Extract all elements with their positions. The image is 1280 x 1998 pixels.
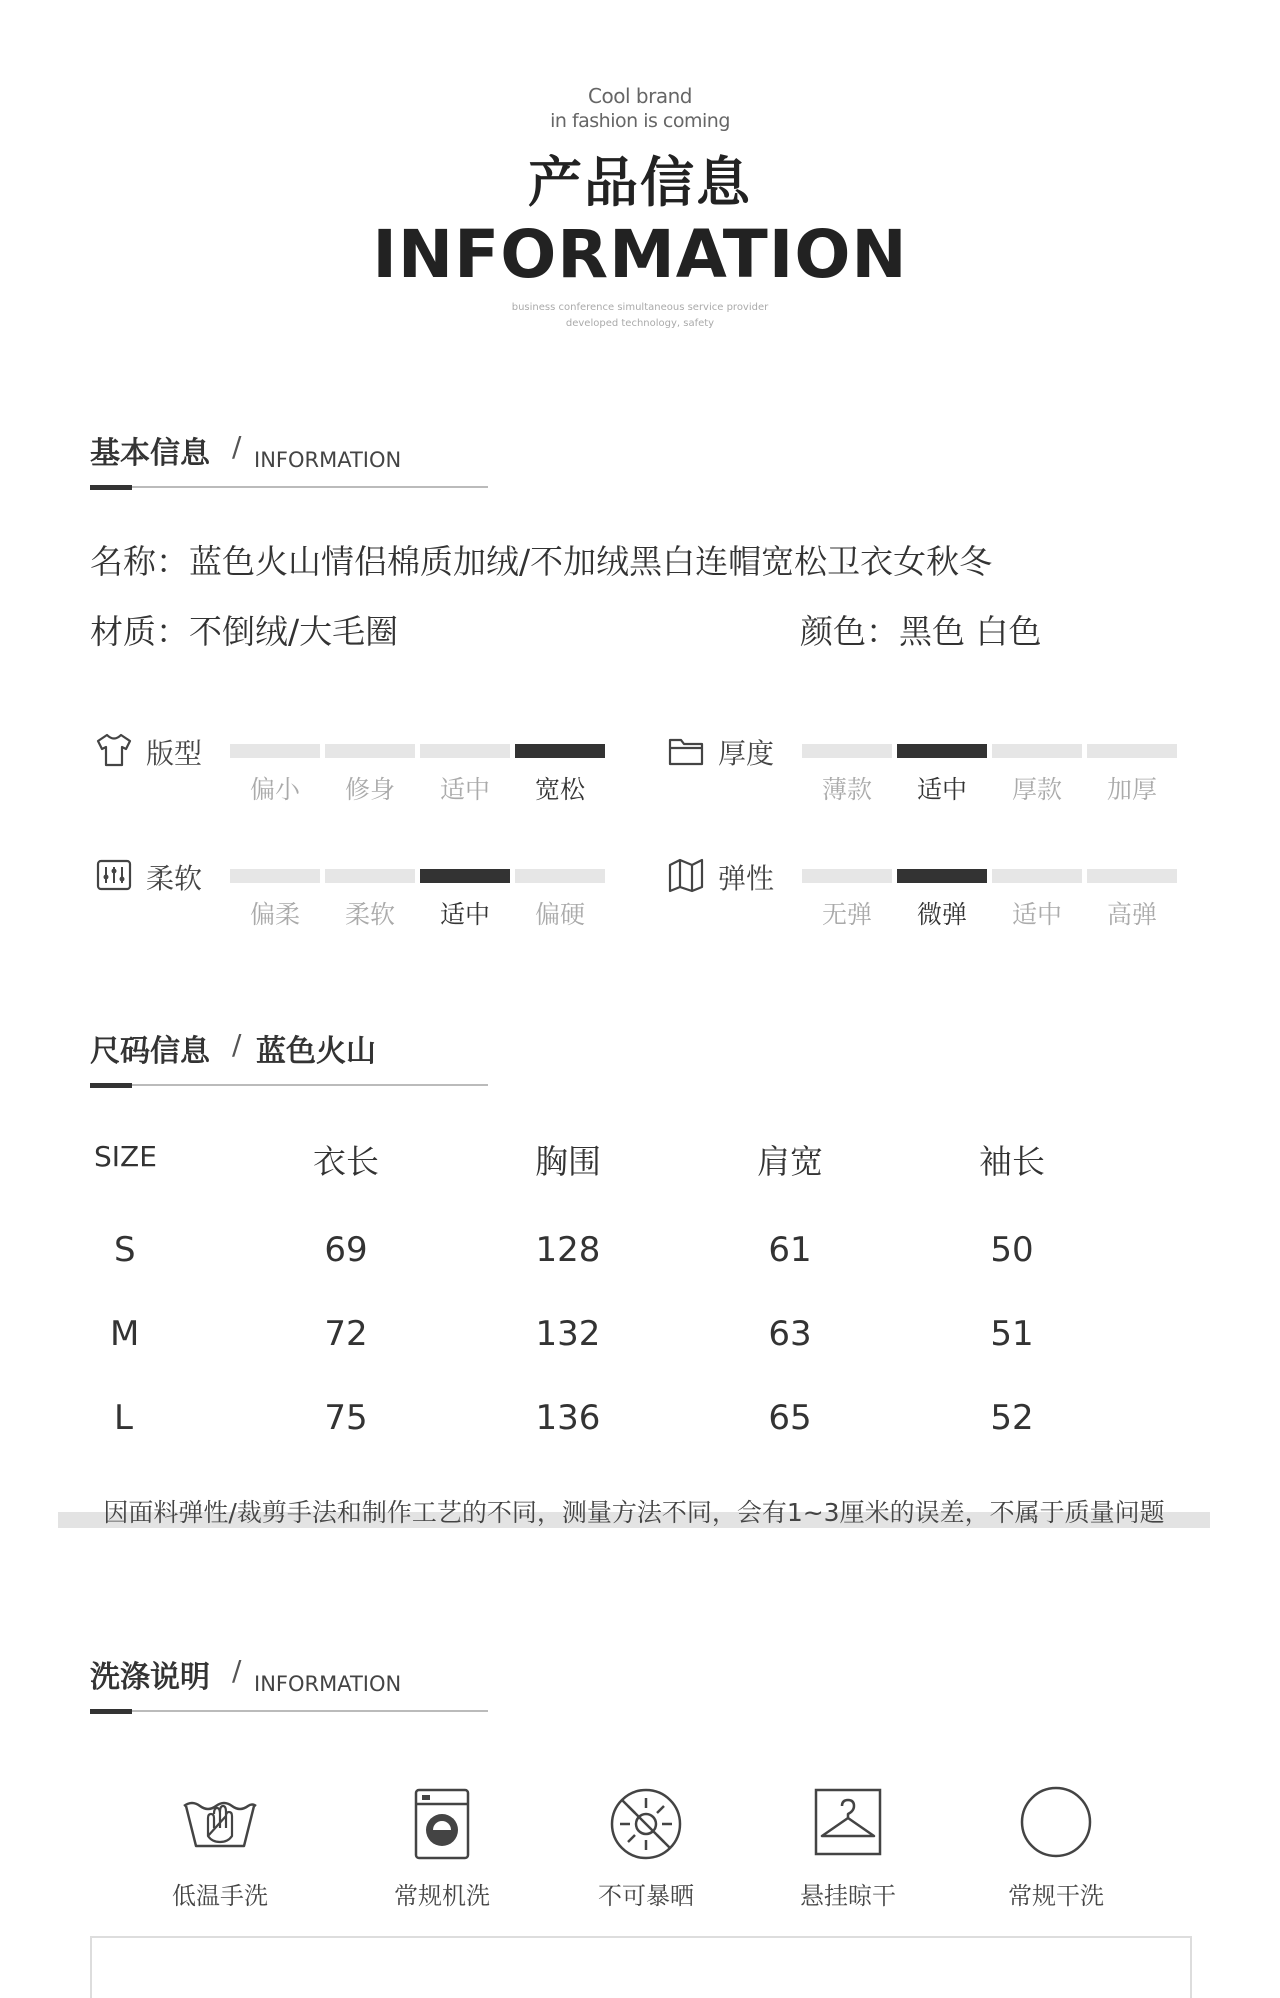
table-cell: 61 (768, 1230, 812, 1270)
hang-dry-icon (808, 1784, 888, 1864)
attr-fit (94, 730, 614, 810)
tagline-2: developed technology, safety (565, 318, 715, 329)
page-title-cn: 产品信息 (528, 151, 752, 214)
table-cell: 75 (324, 1398, 368, 1438)
meter-bar (1087, 744, 1177, 758)
elastic-map-icon (666, 855, 706, 895)
meter-bar (992, 869, 1082, 883)
care-label: 常规机洗 (394, 1882, 490, 1910)
meter-bar (897, 744, 987, 758)
table-cell: 50 (990, 1230, 1034, 1270)
table-cell: 63 (768, 1314, 812, 1354)
care-item-hand-wash (140, 1784, 300, 1914)
care-item-no-sun (566, 1784, 726, 1914)
meter-bar (1087, 869, 1177, 883)
no-sun-icon (606, 1784, 686, 1864)
section-accent (90, 485, 132, 490)
bottom-frame (90, 1936, 1192, 1998)
attr-option: 微弹 (916, 900, 967, 929)
attr-option: 适中 (439, 775, 490, 804)
care-info-header (90, 1652, 488, 1712)
section-slash: / (232, 430, 242, 463)
tagline-1: business conference simultaneous service provider (511, 302, 769, 313)
tshirt-icon (94, 730, 134, 770)
meter-bar (420, 744, 510, 758)
folder-icon (666, 730, 706, 770)
section-subtitle: 蓝色火山 (256, 1034, 376, 1069)
attr-thickness (666, 730, 1186, 810)
attr-elasticity (666, 855, 1186, 935)
size-table-header: 肩宽 (757, 1142, 823, 1181)
attr-option: 偏硬 (534, 900, 585, 929)
meter-bar (515, 744, 605, 758)
attr-option: 偏小 (249, 775, 300, 804)
care-label: 常规干洗 (1008, 1882, 1104, 1910)
section-divider (90, 1084, 488, 1086)
attr-option: 适中 (916, 775, 967, 804)
meter-bar (992, 744, 1082, 758)
table-cell: 65 (768, 1398, 812, 1438)
product-material: 材质：不倒绒/大毛圈 (90, 612, 399, 651)
size-table-header: SIZE (94, 1140, 157, 1173)
attr-label: 厚度 (718, 737, 775, 770)
meter-bar (515, 869, 605, 883)
attr-softness (94, 855, 614, 935)
care-label: 悬挂晾干 (800, 1882, 896, 1910)
care-item-dry-clean (976, 1784, 1136, 1914)
machine-wash-icon (402, 1784, 482, 1864)
dry-clean-icon (1016, 1784, 1096, 1864)
meter-bar (230, 869, 320, 883)
page-title-en: INFORMATION (372, 216, 908, 293)
section-title: 基本信息 (90, 436, 210, 471)
size-info-header (90, 1026, 488, 1086)
size-table-header: 胸围 (535, 1142, 601, 1181)
product-name: 名称：蓝色火山情侣棉质加绒/不加绒黑白连帽宽松卫衣女秋冬 (90, 542, 993, 581)
section-subtitle: INFORMATION (254, 448, 402, 472)
attr-option: 无弹 (821, 900, 872, 929)
meter-bar (325, 744, 415, 758)
table-cell: 128 (535, 1230, 601, 1270)
measurement-note: 因面料弹性/裁剪手法和制作工艺的不同，测量方法不同，会有1~3厘米的误差，不属于质量问题 (103, 1498, 1165, 1527)
table-cell: 132 (535, 1314, 601, 1354)
section-accent (90, 1083, 132, 1088)
table-cell-size: L (114, 1398, 133, 1438)
attr-option: 宽松 (534, 775, 585, 804)
attr-option: 加厚 (1106, 775, 1157, 804)
meter-bar (325, 869, 415, 883)
brand-line-1: Cool brand (588, 84, 692, 108)
meter-bar (802, 869, 892, 883)
section-divider (90, 1710, 488, 1712)
section-accent (90, 1709, 132, 1714)
size-table-header: 衣长 (313, 1142, 379, 1181)
attr-option: 偏柔 (249, 900, 300, 929)
care-item-hang-dry (768, 1784, 928, 1914)
attr-label: 柔软 (146, 862, 203, 895)
table-cell: 69 (324, 1230, 368, 1270)
section-subtitle: INFORMATION (254, 1672, 402, 1696)
section-slash: / (232, 1028, 242, 1061)
attr-option: 柔软 (344, 900, 395, 929)
section-title: 尺码信息 (90, 1034, 210, 1069)
attr-label: 版型 (146, 737, 203, 770)
care-label: 不可暴晒 (598, 1882, 694, 1910)
care-label: 低温手洗 (172, 1882, 268, 1910)
section-divider (90, 486, 488, 488)
section-slash: / (232, 1654, 242, 1687)
table-cell: 72 (324, 1314, 368, 1354)
section-title: 洗涤说明 (90, 1660, 210, 1695)
attr-label: 弹性 (718, 862, 775, 895)
meter-bar (802, 744, 892, 758)
attr-option: 修身 (344, 775, 395, 804)
meter-bar (230, 744, 320, 758)
table-cell-size: S (114, 1230, 136, 1270)
table-cell: 51 (990, 1314, 1034, 1354)
attr-option: 厚款 (1011, 775, 1062, 804)
attr-option: 高弹 (1106, 900, 1157, 929)
basic-info-header (90, 428, 488, 488)
attr-option: 适中 (1011, 900, 1062, 929)
softness-icon (94, 855, 134, 895)
table-cell: 52 (990, 1398, 1034, 1438)
attr-option: 薄款 (821, 775, 872, 804)
hand-wash-icon (180, 1784, 260, 1864)
product-color: 颜色：黑色 白色 (800, 612, 1042, 651)
attr-option: 适中 (439, 900, 490, 929)
care-item-machine-wash (362, 1784, 522, 1914)
table-cell-size: M (110, 1314, 140, 1354)
meter-bar (897, 869, 987, 883)
brand-line-2: in fashion is coming (550, 110, 730, 132)
table-cell: 136 (535, 1398, 601, 1438)
meter-bar (420, 869, 510, 883)
size-table-header: 袖长 (979, 1142, 1045, 1181)
